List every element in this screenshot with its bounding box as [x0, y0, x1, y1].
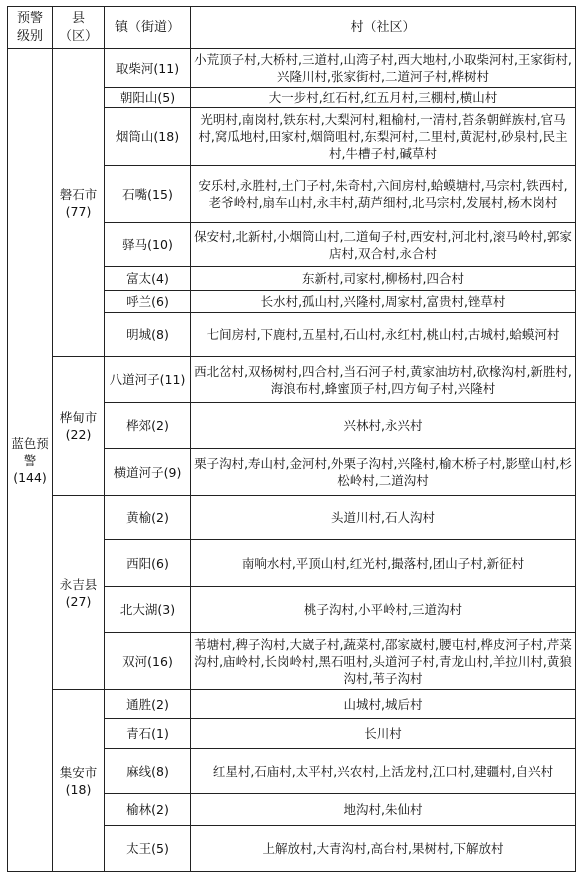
village-cell: 保安村,北新村,小烟筒山村,二道甸子村,西安村,河北村,滚马岭村,郭家店村,双合村,永合村 [191, 223, 576, 267]
village-cell: 西北岔村,双杨树村,四合村,当石河子村,黄家油坊村,砍椽沟村,新胜村,海浪布村,蜂蜜顶子村,四方甸子村,兴隆村 [191, 357, 576, 403]
table-row [8, 49, 576, 88]
town-cell: 驿马(10) [105, 223, 191, 267]
town-cell: 黄榆(2) [105, 496, 191, 540]
village-cell: 栗子沟村,寿山村,金河村,外栗子沟村,兴隆村,榆木桥子村,影壁山村,杉松岭村,二道沟村 [191, 449, 576, 496]
village-cell: 地沟村,朱仙村 [191, 794, 576, 826]
county-cell: 桦甸市(22) [53, 357, 105, 496]
town-cell: 桦郊(2) [105, 403, 191, 449]
village-cell: 七间房村,下鹿村,五星村,石山村,永红村,桃山村,古城村,蛤蟆河村 [191, 313, 576, 357]
town-cell: 麻线(8) [105, 749, 191, 794]
county-cell: 磐石市(77) [53, 49, 105, 357]
town-cell: 取柴河(11) [105, 49, 191, 88]
village-cell: 长川村 [191, 719, 576, 749]
table-row [8, 496, 576, 540]
town-cell: 榆林(2) [105, 794, 191, 826]
village-cell: 东新村,司家村,柳杨村,四合村 [191, 267, 576, 291]
town-cell: 石嘴(15) [105, 166, 191, 223]
village-cell: 头道川村,石人沟村 [191, 496, 576, 540]
village-cell: 苇塘村,稗子沟村,大崴子村,蔬菜村,邵家崴村,腰屯村,桦皮河子村,芹菜沟村,庙岭村,长岗岭村,黑石咀村,头道河子村,青龙山村,羊拉川村,黄狼沟村,苇子沟村 [191, 633, 576, 690]
town-cell: 北大湖(3) [105, 587, 191, 633]
county-cell: 集安市(18) [53, 690, 105, 872]
header-level: 预警级别 [8, 7, 53, 49]
town-cell: 太王(5) [105, 826, 191, 872]
town-cell: 呼兰(6) [105, 291, 191, 313]
header-row [8, 7, 576, 49]
village-cell: 桃子沟村,小平岭村,三道沟村 [191, 587, 576, 633]
town-cell: 通胜(2) [105, 690, 191, 719]
table-row [8, 357, 576, 403]
village-cell: 红星村,石庙村,太平村,兴农村,上活龙村,江口村,建疆村,自兴村 [191, 749, 576, 794]
county-cell: 永吉县(27) [53, 496, 105, 690]
town-cell: 明城(8) [105, 313, 191, 357]
town-cell: 八道河子(11) [105, 357, 191, 403]
table-row [8, 690, 576, 719]
village-cell: 光明村,南岗村,铁东村,大梨河村,粗榆村,一清村,苔条朝鲜族村,官马村,窝瓜地村,田家村,烟筒咀村,东梨河村,二里村,黄泥村,砂泉村,民主村,牛槽子村,碱草村 [191, 108, 576, 166]
village-cell: 山城村,城后村 [191, 690, 576, 719]
header-town: 镇（街道） [105, 7, 191, 49]
village-cell: 兴林村,永兴村 [191, 403, 576, 449]
village-cell: 上解放村,大青沟村,高台村,果树村,下解放村 [191, 826, 576, 872]
town-cell: 烟筒山(18) [105, 108, 191, 166]
village-cell: 长水村,孤山村,兴隆村,周家村,富贵村,锉草村 [191, 291, 576, 313]
town-cell: 横道河子(9) [105, 449, 191, 496]
village-cell: 大一步村,红石村,红五月村,三棚村,横山村 [191, 88, 576, 108]
village-cell: 安乐村,永胜村,土门子村,朱奇村,六间房村,蛤蟆塘村,马宗村,铁西村,老爷岭村,扇车山村,永丰村,葫芦细村,北马宗村,发展村,杨木岗村 [191, 166, 576, 223]
town-cell: 朝阳山(5) [105, 88, 191, 108]
town-cell: 双河(16) [105, 633, 191, 690]
warning-table [7, 6, 576, 872]
town-cell: 青石(1) [105, 719, 191, 749]
header-village: 村（社区） [191, 7, 576, 49]
town-cell: 西阳(6) [105, 540, 191, 587]
header-county: 县（区） [53, 7, 105, 49]
town-cell: 富太(4) [105, 267, 191, 291]
warning-level-cell: 蓝色预警(144) [8, 49, 53, 872]
village-cell: 南响水村,平顶山村,红光村,撮落村,团山子村,新征村 [191, 540, 576, 587]
village-cell: 小荒顶子村,大桥村,三道村,山湾子村,西大地村,小取柴河村,王家街村,兴隆川村,张家街村,二道河子村,桦树村 [191, 49, 576, 88]
